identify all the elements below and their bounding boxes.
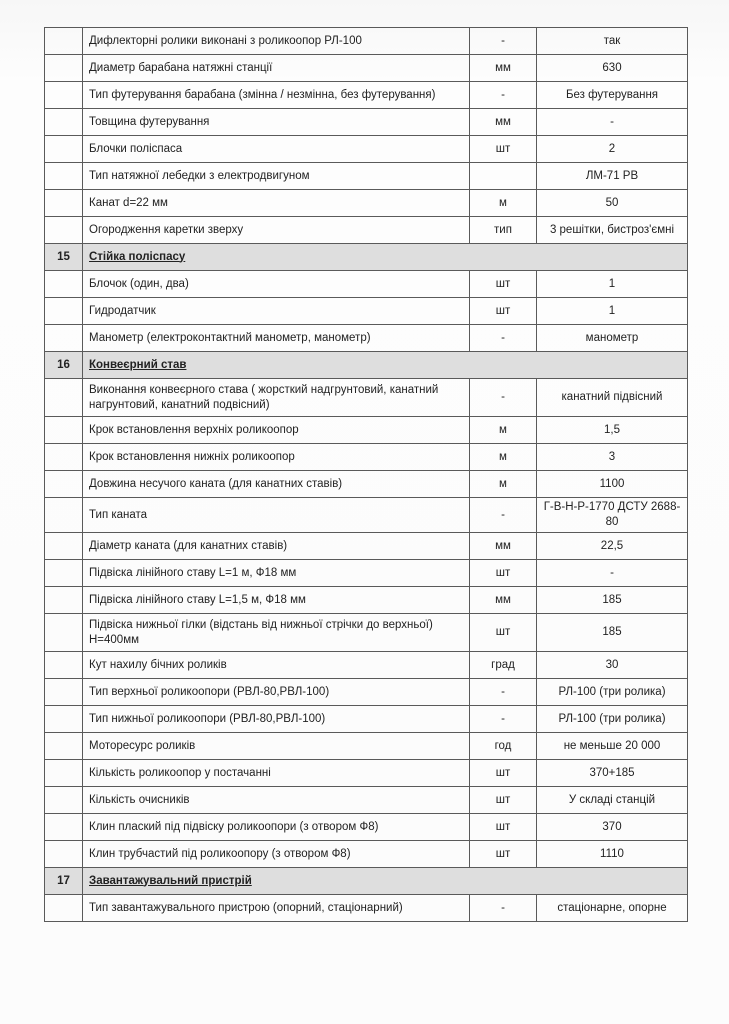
section-number: 17 bbox=[45, 868, 83, 895]
table-row bbox=[45, 271, 688, 298]
value-cell: 1 bbox=[537, 271, 688, 298]
parameter-name-cell: Крок встановлення нижніх роликоопор bbox=[83, 444, 470, 471]
value-cell: - bbox=[537, 560, 688, 587]
value-cell: манометр bbox=[537, 325, 688, 352]
unit-cell: мм bbox=[470, 533, 537, 560]
table-row bbox=[45, 587, 688, 614]
section-title: Конвеєрний став bbox=[83, 352, 688, 379]
row-number-cell bbox=[45, 841, 83, 868]
value-cell: Без футерування bbox=[537, 82, 688, 109]
table-row bbox=[45, 163, 688, 190]
parameter-name-cell: Моторесурс роликів bbox=[83, 733, 470, 760]
row-number-cell bbox=[45, 587, 83, 614]
value-cell: РЛ-100 (три ролика) bbox=[537, 679, 688, 706]
table-row bbox=[45, 379, 688, 417]
row-number-cell bbox=[45, 760, 83, 787]
value-cell: так bbox=[537, 28, 688, 55]
unit-cell: - bbox=[470, 82, 537, 109]
section-title: Стійка поліспасу bbox=[83, 244, 688, 271]
table-row bbox=[45, 82, 688, 109]
table-row bbox=[45, 614, 688, 652]
unit-cell: шт bbox=[470, 298, 537, 325]
parameter-name-cell: Діаметр каната (для канатних ставів) bbox=[83, 533, 470, 560]
row-number-cell bbox=[45, 325, 83, 352]
value-cell: 370+185 bbox=[537, 760, 688, 787]
parameter-name-cell: Блочок (один, два) bbox=[83, 271, 470, 298]
unit-cell: град bbox=[470, 652, 537, 679]
row-number-cell bbox=[45, 444, 83, 471]
unit-cell: м bbox=[470, 190, 537, 217]
row-number-cell bbox=[45, 560, 83, 587]
value-cell: 2 bbox=[537, 136, 688, 163]
unit-cell: м bbox=[470, 471, 537, 498]
unit-cell: - bbox=[470, 706, 537, 733]
value-cell: канатний підвісний bbox=[537, 379, 688, 417]
section-number: 16 bbox=[45, 352, 83, 379]
value-cell: ЛМ-71 РВ bbox=[537, 163, 688, 190]
section-title: Завантажувальний пристрій bbox=[83, 868, 688, 895]
specification-table bbox=[44, 27, 688, 922]
unit-cell: год bbox=[470, 733, 537, 760]
row-number-cell bbox=[45, 28, 83, 55]
unit-cell: - bbox=[470, 28, 537, 55]
parameter-name-cell: Виконання конвеєрного става ( жорсткий надгрунтовий, канатний нагрунтовий, канатний подвісний) bbox=[83, 379, 470, 417]
parameter-name-cell: Клин плаский під підвіску роликоопори (з отвором Ф8) bbox=[83, 814, 470, 841]
parameter-name-cell: Тип завантажувального пристрою (опорний, стаціонарний) bbox=[83, 895, 470, 922]
parameter-name-cell: Дифлекторні ролики виконані з роликоопор РЛ-100 bbox=[83, 28, 470, 55]
table-row bbox=[45, 533, 688, 560]
row-number-cell bbox=[45, 55, 83, 82]
value-cell: 50 bbox=[537, 190, 688, 217]
parameter-name-cell: Довжина несучого каната (для канатних ставів) bbox=[83, 471, 470, 498]
row-number-cell bbox=[45, 471, 83, 498]
parameter-name-cell: Товщина футерування bbox=[83, 109, 470, 136]
unit-cell: - bbox=[470, 895, 537, 922]
table-row bbox=[45, 760, 688, 787]
unit-cell: шт bbox=[470, 560, 537, 587]
unit-cell: - bbox=[470, 679, 537, 706]
unit-cell: - bbox=[470, 498, 537, 533]
row-number-cell bbox=[45, 533, 83, 560]
row-number-cell bbox=[45, 136, 83, 163]
table-row bbox=[45, 190, 688, 217]
specification-table-body bbox=[45, 28, 688, 922]
unit-cell: шт bbox=[470, 814, 537, 841]
row-number-cell bbox=[45, 614, 83, 652]
section-row bbox=[45, 352, 688, 379]
table-row bbox=[45, 814, 688, 841]
table-row bbox=[45, 787, 688, 814]
parameter-name-cell: Манометр (електроконтактний манометр, манометр) bbox=[83, 325, 470, 352]
table-row bbox=[45, 841, 688, 868]
value-cell: 1,5 bbox=[537, 417, 688, 444]
value-cell: не меньше 20 000 bbox=[537, 733, 688, 760]
parameter-name-cell: Кількість очисників bbox=[83, 787, 470, 814]
parameter-name-cell: Тип каната bbox=[83, 498, 470, 533]
parameter-name-cell: Підвіска лінійного ставу L=1 м, Ф18 мм bbox=[83, 560, 470, 587]
table-row bbox=[45, 895, 688, 922]
value-cell: 30 bbox=[537, 652, 688, 679]
table-row bbox=[45, 417, 688, 444]
table-row bbox=[45, 679, 688, 706]
row-number-cell bbox=[45, 417, 83, 444]
row-number-cell bbox=[45, 109, 83, 136]
row-number-cell bbox=[45, 298, 83, 325]
parameter-name-cell: Диаметр барабана натяжні станції bbox=[83, 55, 470, 82]
parameter-name-cell: Кількість роликоопор у постачанні bbox=[83, 760, 470, 787]
row-number-cell bbox=[45, 379, 83, 417]
table-row bbox=[45, 28, 688, 55]
table-row bbox=[45, 733, 688, 760]
unit-cell: мм bbox=[470, 109, 537, 136]
value-cell: - bbox=[537, 109, 688, 136]
row-number-cell bbox=[45, 163, 83, 190]
unit-cell: шт bbox=[470, 271, 537, 298]
table-row bbox=[45, 471, 688, 498]
value-cell: Г-В-Н-Р-1770 ДСТУ 2688-80 bbox=[537, 498, 688, 533]
unit-cell: шт bbox=[470, 841, 537, 868]
unit-cell: шт bbox=[470, 787, 537, 814]
row-number-cell bbox=[45, 82, 83, 109]
parameter-name-cell: Блочки поліспаса bbox=[83, 136, 470, 163]
parameter-name-cell: Підвіска лінійного ставу L=1,5 м, Ф18 мм bbox=[83, 587, 470, 614]
row-number-cell bbox=[45, 190, 83, 217]
unit-cell: - bbox=[470, 379, 537, 417]
value-cell: 3 bbox=[537, 444, 688, 471]
value-cell: 3 решітки, бистроз'ємні bbox=[537, 217, 688, 244]
table-row bbox=[45, 444, 688, 471]
parameter-name-cell: Огородження каретки зверху bbox=[83, 217, 470, 244]
table-row bbox=[45, 498, 688, 533]
row-number-cell bbox=[45, 652, 83, 679]
table-row bbox=[45, 55, 688, 82]
parameter-name-cell: Тип натяжної лебедки з електродвигуном bbox=[83, 163, 470, 190]
parameter-name-cell: Клин трубчастий під роликоопору (з отвором Ф8) bbox=[83, 841, 470, 868]
row-number-cell bbox=[45, 814, 83, 841]
value-cell: 1 bbox=[537, 298, 688, 325]
unit-cell: тип bbox=[470, 217, 537, 244]
unit-cell: м bbox=[470, 417, 537, 444]
value-cell: 630 bbox=[537, 55, 688, 82]
row-number-cell bbox=[45, 679, 83, 706]
section-number: 15 bbox=[45, 244, 83, 271]
section-row bbox=[45, 244, 688, 271]
value-cell: 1110 bbox=[537, 841, 688, 868]
unit-cell: шт bbox=[470, 760, 537, 787]
parameter-name-cell: Канат d=22 мм bbox=[83, 190, 470, 217]
value-cell: 370 bbox=[537, 814, 688, 841]
unit-cell: шт bbox=[470, 136, 537, 163]
parameter-name-cell: Тип верхньої роликоопори (РВЛ-80,РВЛ-100) bbox=[83, 679, 470, 706]
parameter-name-cell: Тип нижньої роликоопори (РВЛ-80,РВЛ-100) bbox=[83, 706, 470, 733]
unit-cell: - bbox=[470, 325, 537, 352]
value-cell: 22,5 bbox=[537, 533, 688, 560]
row-number-cell bbox=[45, 706, 83, 733]
value-cell: РЛ-100 (три ролика) bbox=[537, 706, 688, 733]
section-row bbox=[45, 868, 688, 895]
table-row bbox=[45, 298, 688, 325]
parameter-name-cell: Тип футерування барабана (змінна / незмінна, без футерування) bbox=[83, 82, 470, 109]
table-row bbox=[45, 217, 688, 244]
unit-cell: шт bbox=[470, 614, 537, 652]
row-number-cell bbox=[45, 787, 83, 814]
row-number-cell bbox=[45, 271, 83, 298]
table-row bbox=[45, 652, 688, 679]
row-number-cell bbox=[45, 895, 83, 922]
parameter-name-cell: Підвіска нижньої гілки (відстань від нижньої стрічки до верхньої) Н=400мм bbox=[83, 614, 470, 652]
table-row bbox=[45, 560, 688, 587]
value-cell: 185 bbox=[537, 587, 688, 614]
table-row bbox=[45, 706, 688, 733]
row-number-cell bbox=[45, 498, 83, 533]
parameter-name-cell: Кут нахилу бічних роликів bbox=[83, 652, 470, 679]
value-cell: стаціонарне, опорне bbox=[537, 895, 688, 922]
row-number-cell bbox=[45, 733, 83, 760]
parameter-name-cell: Крок встановлення верхніх роликоопор bbox=[83, 417, 470, 444]
unit-cell: мм bbox=[470, 587, 537, 614]
unit-cell: м bbox=[470, 444, 537, 471]
parameter-name-cell: Гидродатчик bbox=[83, 298, 470, 325]
table-row bbox=[45, 136, 688, 163]
value-cell: У складі станцій bbox=[537, 787, 688, 814]
table-row bbox=[45, 109, 688, 136]
table-row bbox=[45, 325, 688, 352]
row-number-cell bbox=[45, 217, 83, 244]
value-cell: 1100 bbox=[537, 471, 688, 498]
value-cell: 185 bbox=[537, 614, 688, 652]
unit-cell bbox=[470, 163, 537, 190]
unit-cell: мм bbox=[470, 55, 537, 82]
